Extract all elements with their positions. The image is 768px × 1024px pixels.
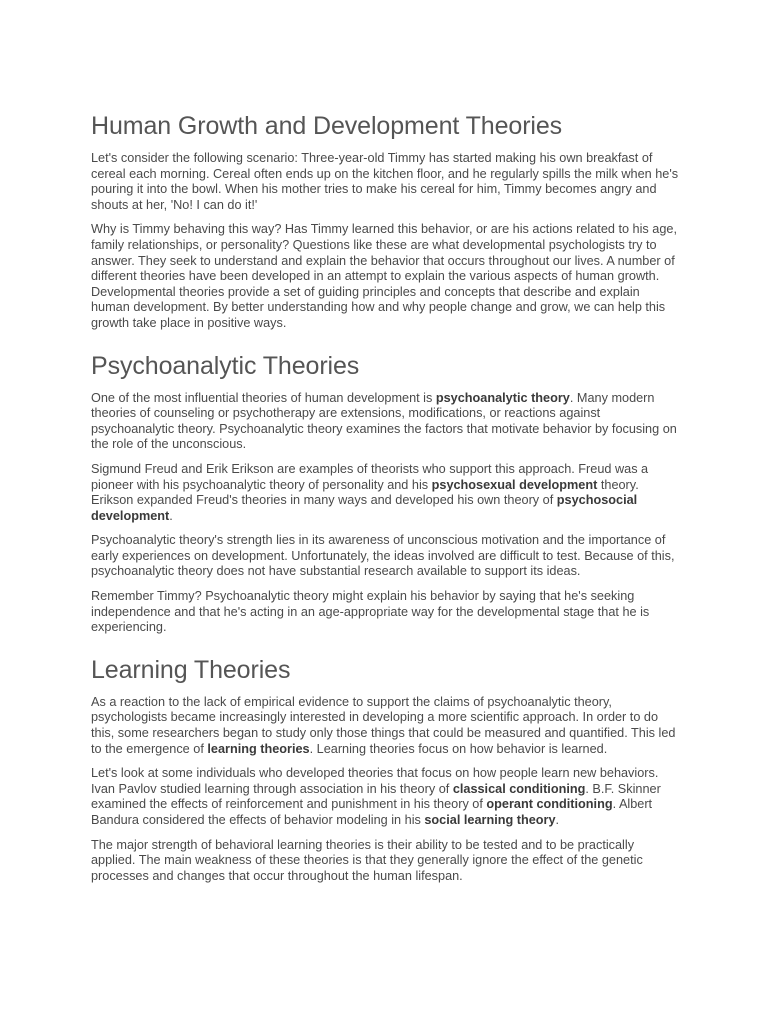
section-heading: Psychoanalytic Theories <box>91 351 360 380</box>
text-run: The major strength of behavioral learning theories is their ability to be tested and to be practically applied. The main weakness of these theories is that they generally ignore the effect of the genetic processes and changes that occur throughout the human lifespan. <box>91 837 643 883</box>
body-paragraph <box>91 838 681 885</box>
text-run: One of the most influential theories of human development is <box>91 390 436 405</box>
bold-term: psychosocial development <box>91 493 638 523</box>
text-run: . B.F. Skinner examined the effects of reinforcement and punishment in his theory of <box>91 781 661 812</box>
text-run: theory. Erikson expanded Freud's theories in many ways and developed his own theory of <box>91 477 639 508</box>
body-paragraph <box>91 151 681 213</box>
bold-term: operant conditioning <box>486 797 613 812</box>
bold-term: social learning theory <box>424 813 556 827</box>
bold-term: classical conditioning <box>452 781 586 796</box>
text-run: Psychoanalytic theory's strength lies in its awareness of unconscious motivation and the importance of early experiences on development. Unfortunately, the ideas involved are difficult to test. Because of this, psychoanalytic theory does not have substantial research available to support its ideas. <box>91 533 675 579</box>
text-run: Why is Timmy behaving this way? Has Timmy learned this behavior, or are his actions related to his age, family relationships, or personality? Questions like these are what developmental psychologists try to answer. They seek to understand and explain the behavior that occurs throughout our lives. A number of different theories have been developed in an attempt to explain the various aspects of human growth. Developmental theories provide a set of guiding principles and concepts that describe and explain human development. By better understanding how and why people change and grow, we can help this growth take place in positive ways. <box>91 222 677 330</box>
body-paragraph <box>91 462 681 524</box>
text-run: . Many modern theories of counseling or psychotherapy are extensions, modifications, or reactions against psychoanalytic theory. Psychoanalytic theory examines the factors that motivate behavior by focusing on the role of the unconscious. <box>91 390 677 452</box>
body-paragraph <box>91 222 681 331</box>
text-run: Sigmund Freud and Erik Erikson are examples of theorists who support this approach. Freud was a pioneer with his psychoanalytic theory of personality and his <box>91 461 649 492</box>
text-run: . Learning theories focus on how behavior is learned. <box>309 741 608 756</box>
document-page <box>91 110 681 893</box>
text-run: Let's consider the following scenario: Three-year-old Timmy has started making his own breakfast of cereal each morning. Cereal often ends up on the kitchen floor, and he regularly spills the milk when he's pouring it into the bowl. When his mother tries to make his cereal for him, Timmy becomes angry and shouts at her, 'No! I can do it!' <box>91 151 679 212</box>
text-run: . <box>169 508 173 523</box>
body-paragraph <box>91 695 681 757</box>
body-paragraph <box>91 589 681 636</box>
section-heading: Learning Theories <box>91 655 291 684</box>
bold-term: psychosexual development <box>431 477 598 492</box>
section-heading: Human Growth and Development Theories <box>91 112 563 140</box>
body-paragraph <box>91 391 681 453</box>
text-run: Let's look at some individuals who developed theories that focus on how people learn new behaviors. Ivan Pavlov studied learning through association in his theory of <box>91 766 659 796</box>
body-paragraph <box>91 533 681 580</box>
text-run: . <box>555 813 560 827</box>
bold-term: learning theories <box>207 741 310 756</box>
text-run: . Albert Bandura considered the effects of behavior modeling in his <box>91 797 653 827</box>
text-run: Remember Timmy? Psychoanalytic theory might explain his behavior by saying that he's seeking independence and that he's acting in an age-appropriate way for the developmental stage that he is experiencing. <box>91 589 650 635</box>
bold-term: psychoanalytic theory <box>435 390 570 405</box>
text-run: As a reaction to the lack of empirical evidence to support the claims of psychoanalytic theory, psychologists became increasingly interested in developing a more scientific approach. In order to do this, some researchers began to study only those things that could be measured and quantified. This led to the emergence of <box>91 694 676 756</box>
body-paragraph <box>91 766 681 828</box>
